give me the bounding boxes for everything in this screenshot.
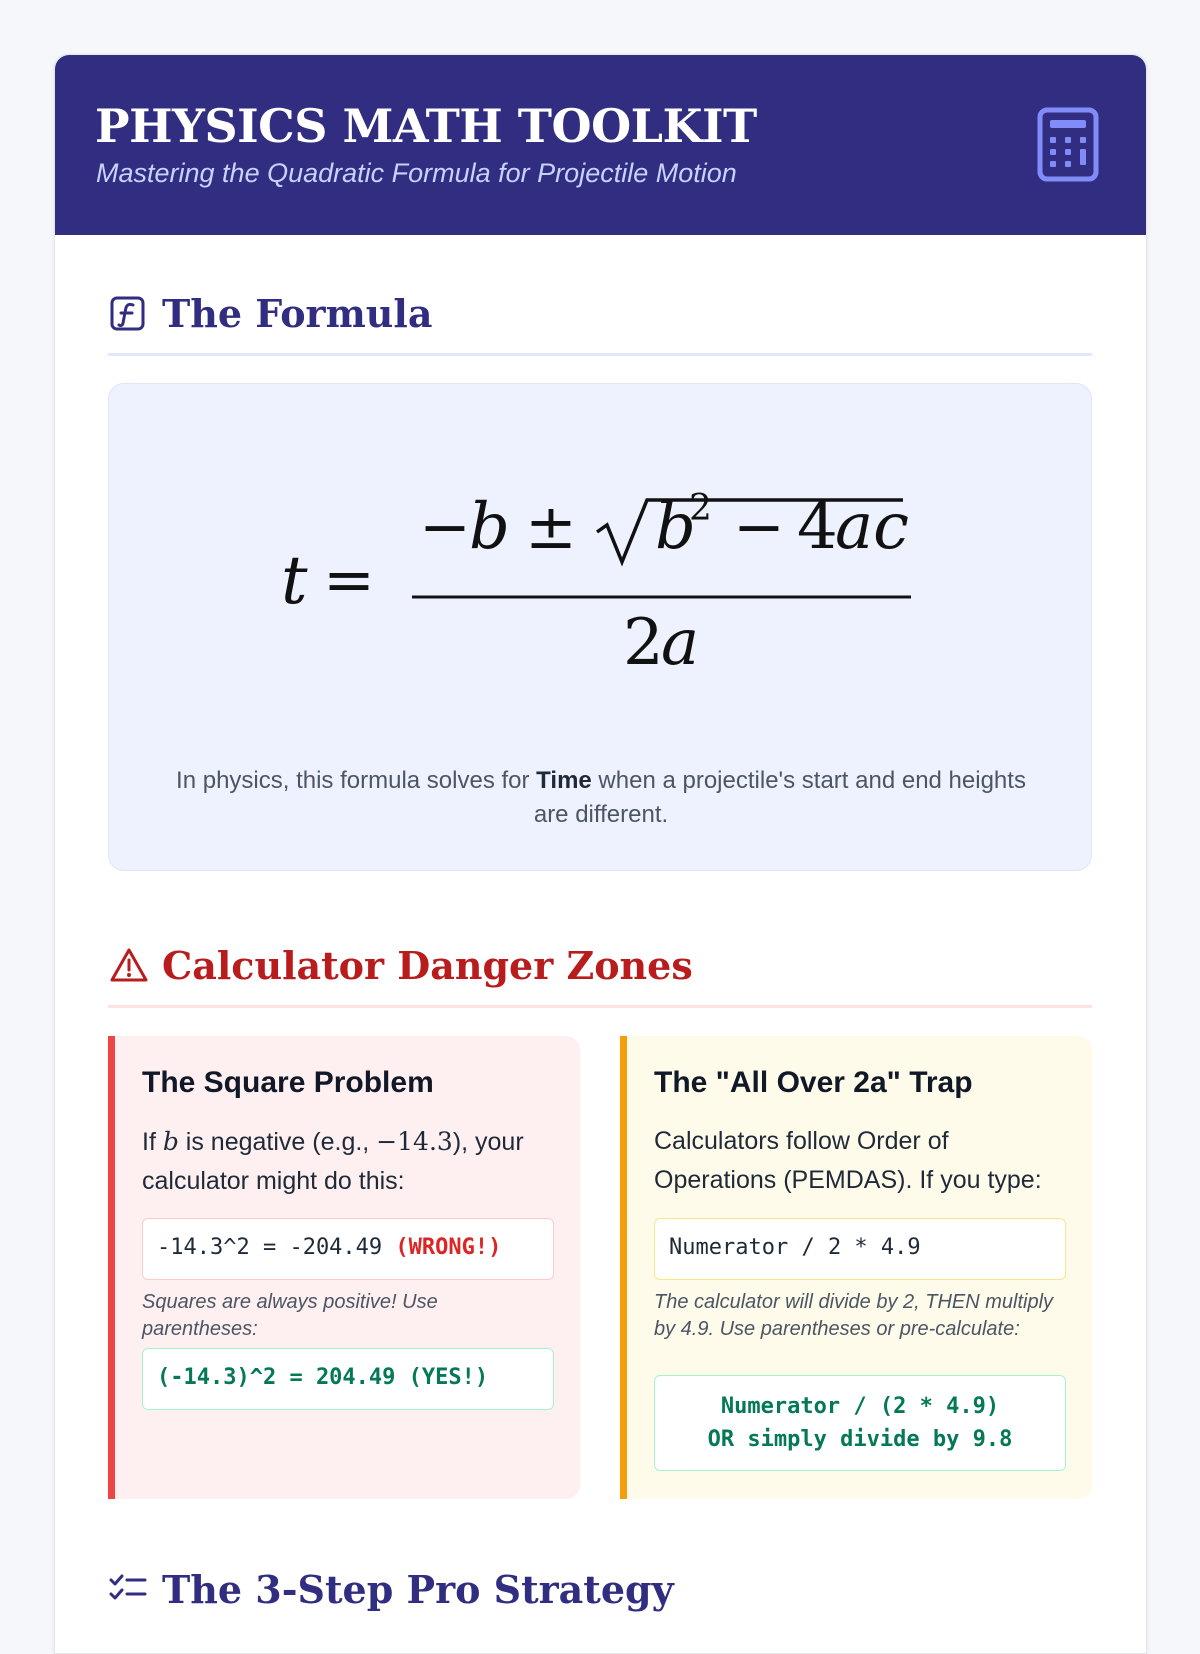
all-over-2a-title: The "All Over 2a" Trap <box>654 1066 973 1099</box>
svg-text:±: ± <box>525 490 577 563</box>
square-problem-note: Squares are always positive! Use parentheses: <box>142 1291 438 1340</box>
wrong-square-code: -14.3^2 = -204.49 (WRONG!) <box>142 1218 554 1280</box>
svg-text:−: − <box>733 490 785 563</box>
all-over-2a-text: Calculators follow Order of Operations (PEMDAS). If you type: <box>654 1127 1042 1194</box>
svg-text:2: 2 <box>623 606 664 680</box>
svg-text:=: = <box>323 543 375 616</box>
formula-divider <box>108 353 1092 356</box>
square-problem-card <box>108 1036 580 1499</box>
danger-divider <box>108 1005 1092 1008</box>
page-title: PHYSICS MATH TOOLKIT <box>95 99 757 153</box>
right-division-line-2: OR simply divide by 9.8 <box>707 1427 1013 1452</box>
square-problem-text: If b is negative (e.g., −14.3), your calculator might do this: <box>142 1127 524 1195</box>
right-square-code: (-14.3)^2 = 204.49 (YES!) <box>142 1348 554 1410</box>
all-over-2a-card <box>620 1036 1092 1499</box>
svg-text:ac: ac <box>835 490 909 564</box>
square-problem-title: The Square Problem <box>142 1066 434 1099</box>
wrong-division-code: Numerator / 2 * 4.9 <box>654 1218 1066 1280</box>
formula-caption: In physics, this formula solves for Time when a projectile's start and end heights are different. <box>176 767 1026 828</box>
all-over-2a-note: The calculator will divide by 2, THEN multiply by 4.9. Use parentheses or pre-calculate: <box>654 1291 1054 1340</box>
right-division-code <box>654 1375 1066 1471</box>
header-banner <box>55 55 1146 235</box>
svg-text:a: a <box>661 606 700 680</box>
svg-text:t: t <box>281 542 308 619</box>
formula-box <box>108 383 1092 871</box>
svg-text:2: 2 <box>689 488 712 529</box>
svg-text:b: b <box>655 490 696 564</box>
svg-text:b: b <box>469 490 510 564</box>
page-subtitle: Mastering the Quadratic Formula for Projectile Motion <box>96 158 737 188</box>
svg-text:4: 4 <box>797 490 838 564</box>
formula-section-title: The Formula <box>162 291 433 336</box>
checklist-icon <box>109 1572 149 1600</box>
svg-text:−: − <box>419 490 471 563</box>
calculator-icon <box>1037 107 1099 182</box>
right-division-line-1: Numerator / (2 * 4.9) <box>720 1394 1000 1419</box>
quadratic-formula <box>109 384 1093 744</box>
warning-icon <box>109 947 149 983</box>
function-icon <box>110 296 146 332</box>
strategy-section-title: The 3-Step Pro Strategy <box>162 1567 674 1612</box>
danger-section-title: Calculator Danger Zones <box>162 943 693 988</box>
